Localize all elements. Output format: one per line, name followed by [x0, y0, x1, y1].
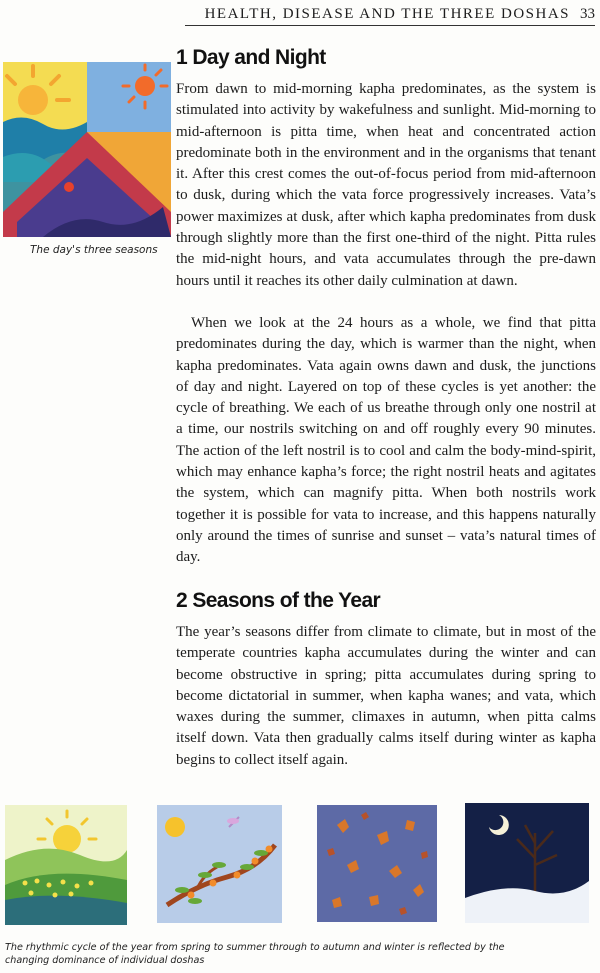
section-2-paragraph-1: The year’s seasons differ from climate to climate, but in most of the temperate countries kapha accumulates during the winter and can become obstructive in spring; pitta accumulates during spring to become dictatorial in summer, when kapha wanes; and vata, which waxes during the summer, climaxes in autumn, when pitta calms itself down. Vata then gradually calms itself during winter as kapha begins to collect itself again.: [176, 624, 596, 768]
winter-illustration: [465, 803, 589, 923]
day-seasons-caption: The day's three seasons: [30, 244, 158, 256]
section-1-paragraph-1: From dawn to mid-morning kapha predominates, as the system is stimulated into activity by wakefulness and sunlight. Mid-morning to mid-afternoon is pitta time, when heat and concentrated action predominate both in the environment and in the organisms that tenant it. After this crest comes the out-of-focus period from mid-afternoon to dusk, during which the vata force progressively increases. Vata’s power maximizes at dusk, after which kapha predominates from dusk through slightly more than the first one-third of the night. Pitta rules the mid-night hours, and vata accumulates through the pre-dawn hours until it reaches its other daily culmination at dawn.: [176, 81, 596, 289]
running-title: HEALTH, DISEASE AND THE THREE DOSHAS: [204, 6, 570, 22]
day-seasons-illustration: [3, 62, 171, 237]
spring-illustration: [5, 805, 127, 925]
seasons-caption: The rhythmic cycle of the year from spring to summer through to autumn and winter is reflected by the changing dominance of individual doshas: [5, 942, 505, 966]
autumn-illustration: [317, 805, 437, 922]
running-head: [185, 2, 595, 26]
summer-illustration: [157, 805, 282, 923]
page-number: 33: [580, 6, 595, 22]
section-heading-seasons: 2 Seasons of the Year: [176, 589, 381, 612]
section-heading-day-night: 1 Day and Night: [176, 46, 326, 69]
section-1-paragraph-2: When we look at the 24 hours as a whole, we find that pitta predominates during the day, which is warmer than the night, when kapha predominates. Vata again owns dawn and dusk, the junctions of day and night. Layered on top of these cycles is yet another: the cycle of breathing. We each of us breathe through only one nostril at a time, our nostrils switching on and off roughly every 90 minutes. The action of the left nostril is to cool and calm the body-mind-spirit, which may enhance kapha’s force; the right nostril heats and agitates the system, which can magnify pitta. When both nostrils work together it is possible for vata to increase, and this happens naturally only around the times of sunrise and sunset – vata’s natural times of day.: [176, 315, 596, 566]
